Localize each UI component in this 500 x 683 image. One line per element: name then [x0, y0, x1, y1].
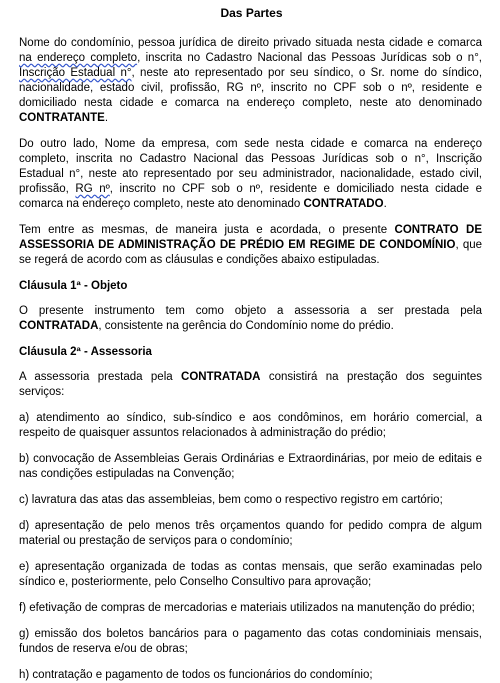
p1-text-c: , neste ato representado por seu síndico, o Sr. nome do síndico, nacionalidade, estado civil, profissão, RG nº, inscrito no CPF sob o nº, residente e domiciliado nesta cidade e comarca na endereço completo, neste ato denominado	[19, 67, 483, 109]
clause2-item-h: h) contratação e pagamento de todos os funcionários do condomínio;	[19, 669, 373, 681]
p2-text-b: , inscrito no CPF sob o nº, residente e domiciliado nesta cidade e comarca na endereço completo, neste ato denominado	[19, 183, 482, 210]
p1-underlined-inscricao: Inscrição Estadual n°	[19, 67, 132, 79]
clause2-item-d: d) apresentação de pelo menos três orçamentos quando for pedido compra de algum material ou prestação de serviços para o condomínio;	[19, 520, 482, 547]
clause2-item-f: f) efetivação de compras de mercadorias e materiais utilizados na manutenção do prédio;	[19, 602, 475, 614]
clause1-paragraph	[19, 304, 482, 334]
section-title	[19, 6, 482, 22]
clause1-text-b: , consistente na gerência do Condomínio nome do prédio.	[98, 320, 394, 332]
p2-underlined-rg: RG nº	[75, 183, 110, 195]
clause2-item-e: e) apresentação organizada de todas as contas mensais, que serão examinadas pelo síndico e, posteriormente, pelo Conselho Consultivo para aprovação;	[19, 561, 482, 588]
section-title-text: Das Partes	[220, 6, 283, 20]
p3-text-b: , que se regerá de acordo com as cláusulas e condições abaixo estipuladas.	[19, 239, 483, 266]
clause2-intro-b: consistirá na prestação dos seguintes serviços:	[19, 371, 482, 398]
p1-text-a: Nome do condomínio, pessoa jurídica de direito privado situada nesta cidade e comarca	[19, 37, 482, 49]
p1-text-d: .	[104, 112, 109, 124]
p1-contratante: CONTRATANTE	[19, 112, 105, 124]
clause2-item-a: a) atendimento ao síndico, sub-síndico e aos condôminos, em horário comercial, a respeito de quaisquer assuntos relacionados à administração do prédio;	[19, 412, 482, 439]
p1-text-b: , inscrita no Cadastro Nacional das Pessoas Jurídicas sob o n°,	[137, 52, 482, 64]
p2-text-a: Do outro lado, Nome da empresa, com sede nesta cidade e comarca na endereço completo, inscrita no Cadastro Nacional das Pessoas Jurídicas sob o n°, Inscrição Estadual n°, neste ato representado por seu administrador, nacionalidade, estado civil, profissão,	[19, 138, 482, 195]
clause1-contratada: CONTRATADA	[19, 320, 99, 332]
clause2-item-b: b) convocação de Assembleias Gerais Ordinárias e Extraordinárias, por meio de editais e nas condições estipuladas na Convenção;	[19, 453, 482, 480]
clause2-heading: Cláusula 2ª - Assessoria	[19, 346, 152, 358]
paragraph-contrato	[19, 223, 482, 268]
clause1-text-a: O presente instrumento tem como objeto a assessoria a ser prestada pela	[19, 305, 482, 317]
p2-text-c: .	[383, 198, 387, 210]
clause2-item-c: c) lavratura das atas das assembleias, bem como o respectivo registro em cartório;	[19, 494, 443, 506]
clause2-item-g: g) emissão dos boletos bancários para o pagamento das cotas condominiais mensais, fundos de reserva e/ou de obras;	[19, 628, 482, 655]
p3-contract-name: CONTRATO DE ASSESSORIA DE ADMINISTRAÇÃO DE PRÉDIO EM REGIME DE CONDOMÍNIO	[19, 224, 482, 251]
paragraph-contratante	[19, 36, 482, 126]
p2-contratado: CONTRATADO	[303, 198, 384, 210]
clause2-contratada: CONTRATADA	[181, 371, 261, 383]
clause2-intro-a: A assessoria prestada pela	[19, 371, 182, 383]
p1-underlined-address: na endereço completo	[19, 52, 138, 64]
paragraph-contratado	[19, 137, 482, 212]
clause1-heading: Cláusula 1ª - Objeto	[19, 280, 128, 292]
clause2-intro	[19, 370, 482, 400]
p3-text-a: Tem entre as mesmas, de maneira justa e acordada, o presente	[19, 224, 395, 236]
